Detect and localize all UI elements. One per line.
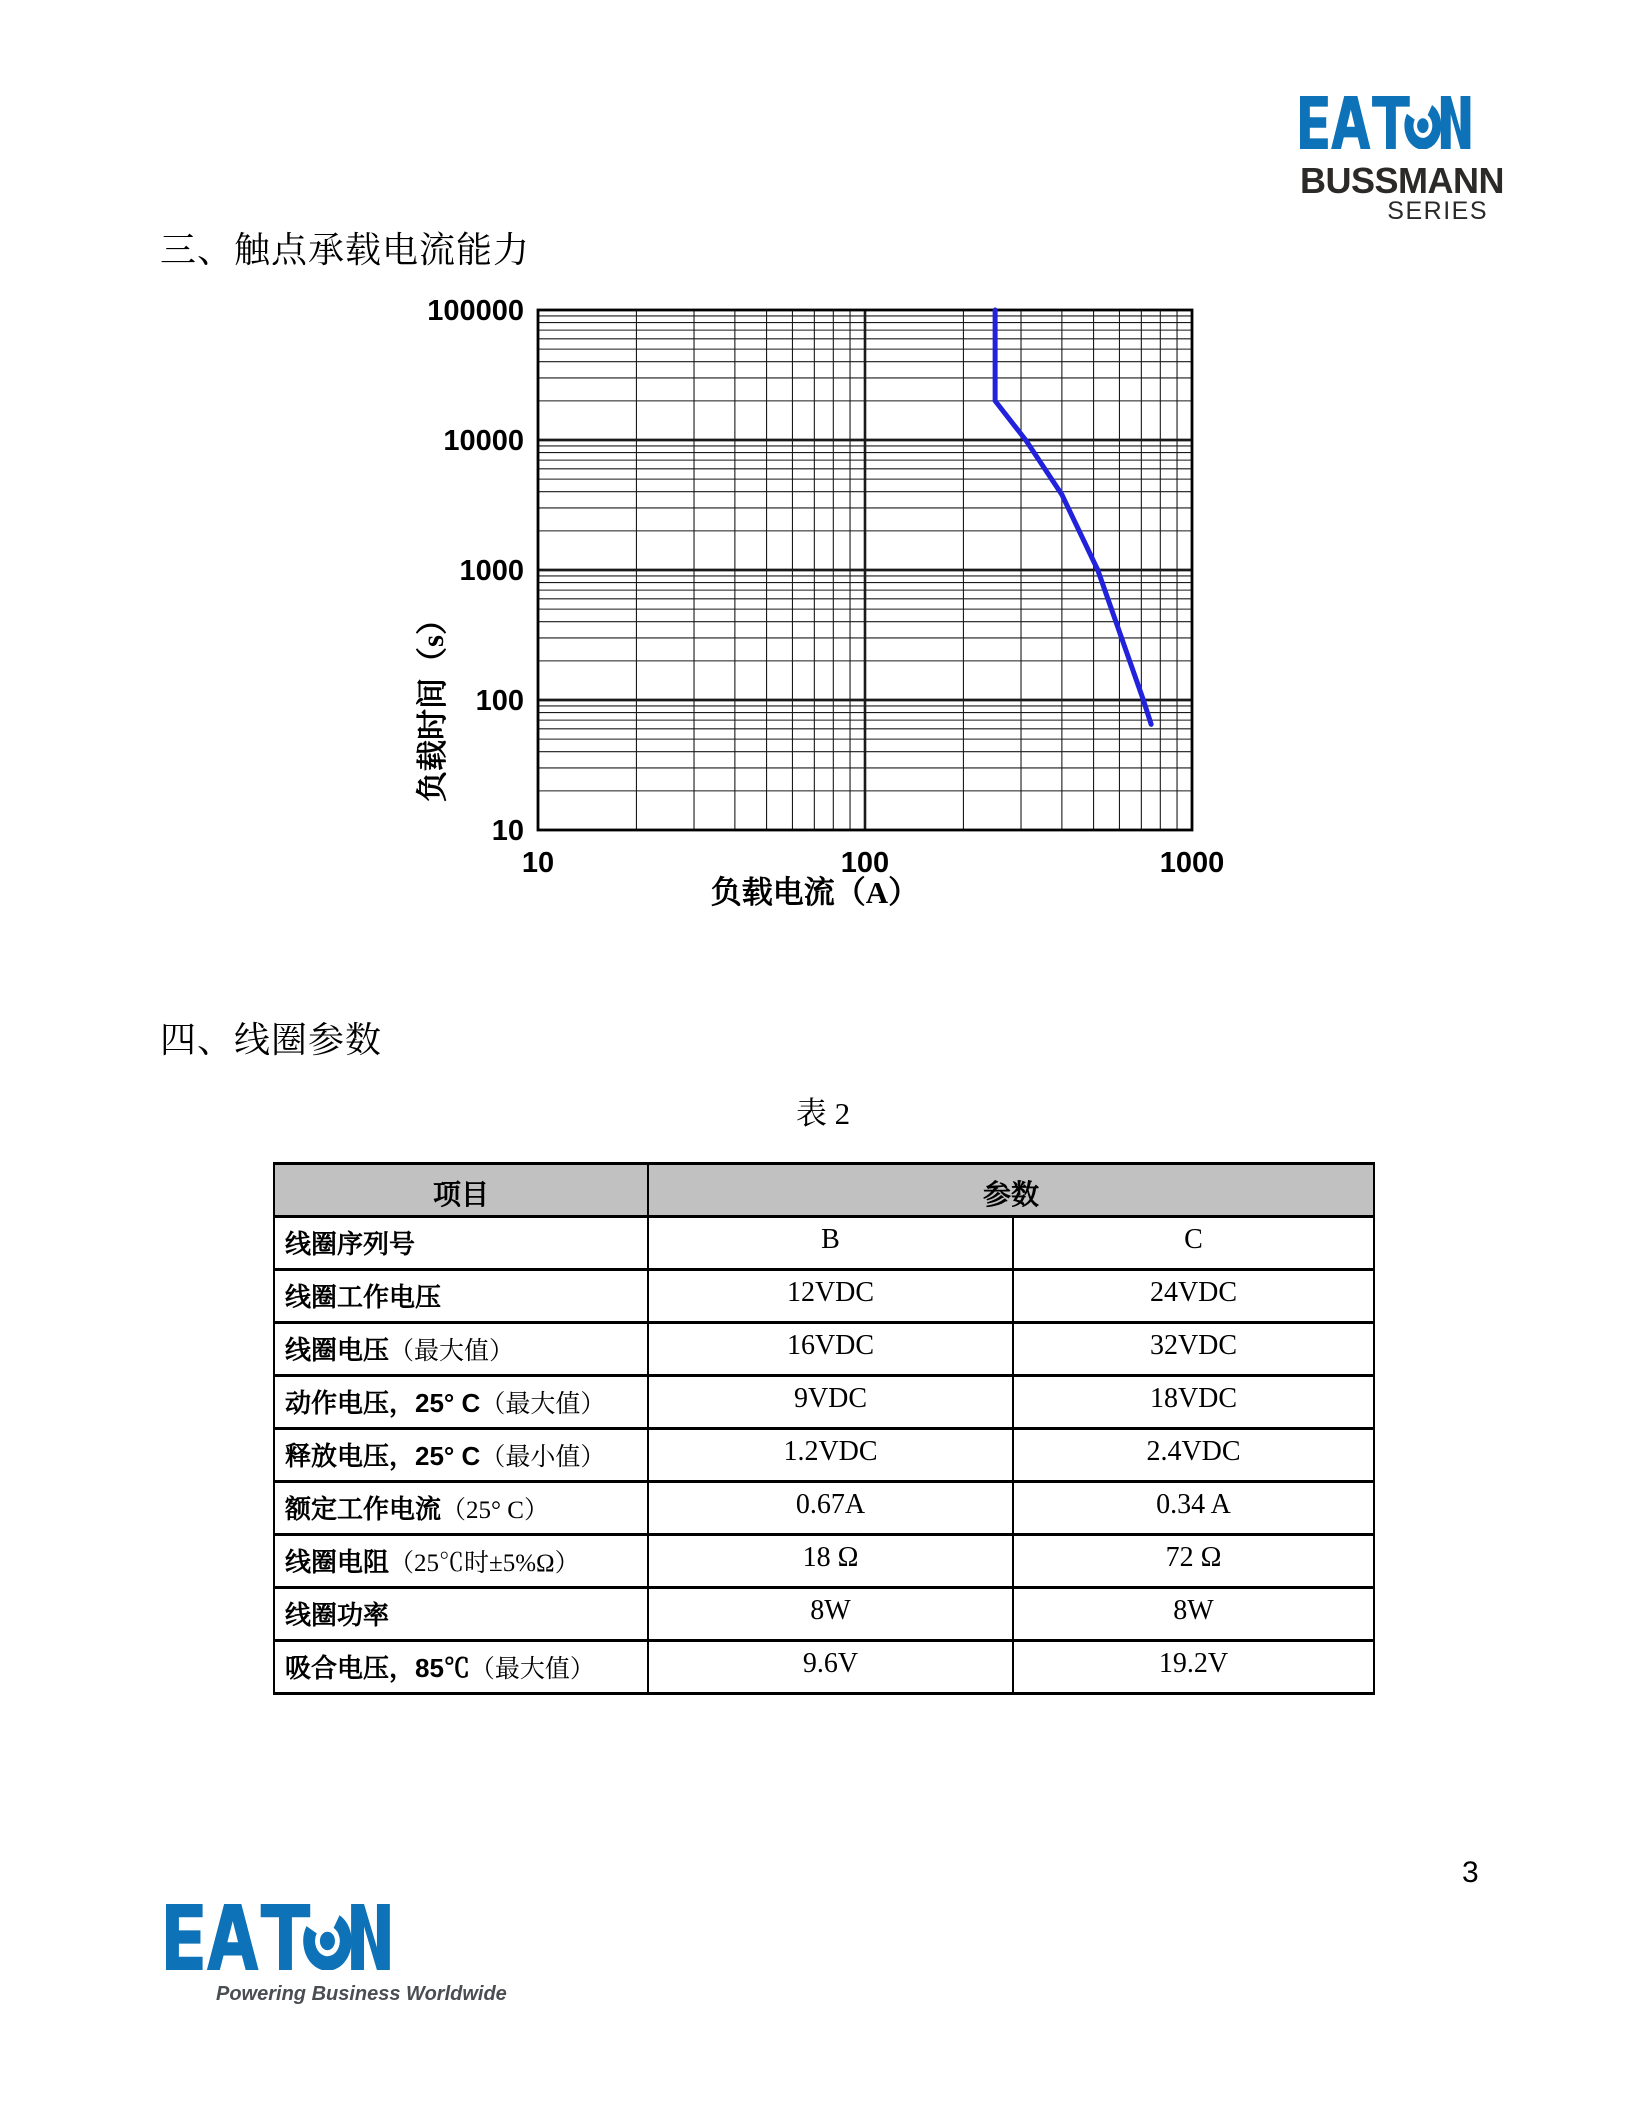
value-cell-b: 9VDC [648, 1376, 1013, 1429]
eaton-letter-n [1441, 96, 1470, 149]
value-cell-c: 0.34 A [1013, 1482, 1374, 1535]
y-axis-title: 负载时间（s） [415, 603, 450, 803]
value-cell-b: 18 Ω [648, 1535, 1013, 1588]
header-brand-block [1300, 96, 1504, 224]
value-cell-b: 8W [648, 1588, 1013, 1641]
eaton-logo-icon [166, 1904, 392, 1970]
load-current-chart [360, 270, 1260, 930]
table-row [274, 1641, 1374, 1694]
value-cell-c: 19.2V [1013, 1641, 1374, 1694]
bussmann-wordmark: BUSSMANN [1300, 160, 1505, 201]
eaton-letter-a [207, 1904, 259, 1970]
series-wordmark: SERIES [1387, 197, 1488, 225]
eaton-letter-t [1372, 96, 1410, 149]
value-cell-c: 18VDC [1013, 1376, 1374, 1429]
x-tick-label: 1000 [1159, 847, 1225, 879]
table-row [274, 1376, 1374, 1429]
row-label-cell: 线圈功率 [274, 1588, 648, 1641]
value-cell-c: C [1013, 1217, 1374, 1270]
eaton-letter-o-dot [320, 1932, 335, 1950]
row-label-cell: 释放电压，25° C（最小值） [274, 1429, 648, 1482]
value-cell-c: 72 Ω [1013, 1535, 1374, 1588]
page-number: 3 [1462, 1856, 1479, 1889]
table-row [274, 1482, 1374, 1535]
table-header-row [274, 1164, 1374, 1217]
eaton-letter-e [1300, 96, 1328, 149]
table-row [274, 1323, 1374, 1376]
eaton-letter-e [166, 1904, 203, 1970]
value-cell-b: 0.67A [648, 1482, 1013, 1535]
eaton-letter-t [261, 1904, 311, 1970]
value-cell-b: 9.6V [648, 1641, 1013, 1694]
coil-parameter-table [273, 1162, 1375, 1695]
footer-tagline: Powering Business Worldwide [216, 1983, 507, 2005]
row-label-cell: 吸合电压，85℃（最大值） [274, 1641, 648, 1694]
x-axis-title: 负载电流（A） [710, 875, 920, 910]
row-label-cell: 线圈电压（最大值） [274, 1323, 648, 1376]
y-tick-label: 1000 [459, 555, 524, 587]
eaton-letter-a [1331, 96, 1370, 149]
value-cell-c: 2.4VDC [1013, 1429, 1374, 1482]
table-row [274, 1217, 1374, 1270]
section3-heading: 三、触点承载电流能力 [160, 230, 531, 270]
y-tick-label: 10 [491, 815, 524, 847]
y-tick-label: 10000 [443, 425, 524, 457]
row-label-cell: 线圈工作电压 [274, 1270, 648, 1323]
table-row [274, 1535, 1374, 1588]
value-cell-b: 1.2VDC [648, 1429, 1013, 1482]
eaton-letter-n [351, 1904, 390, 1970]
value-cell-c: 8W [1013, 1588, 1374, 1641]
table-caption: 表 2 [795, 1096, 851, 1131]
value-cell-c: 24VDC [1013, 1270, 1374, 1323]
x-tick-label: 10 [521, 847, 555, 879]
y-tick-label: 100000 [427, 295, 524, 327]
data-curve [995, 310, 1151, 724]
table-row [274, 1588, 1374, 1641]
value-cell-b: 12VDC [648, 1270, 1013, 1323]
row-label-cell: 线圈序列号 [274, 1217, 648, 1270]
footer-brand-block [166, 1904, 507, 2006]
value-cell-b: 16VDC [648, 1323, 1013, 1376]
header-cell-item: 项目 [274, 1164, 648, 1217]
table-row [274, 1270, 1374, 1323]
header-cell-param: 参数 [648, 1164, 1374, 1217]
row-label-cell: 额定工作电流（25° C） [274, 1482, 648, 1535]
row-label-cell: 动作电压，25° C（最大值） [274, 1376, 648, 1429]
value-cell-b: B [648, 1217, 1013, 1270]
section4-heading: 四、线圈参数 [160, 1020, 383, 1060]
table-row [274, 1429, 1374, 1482]
eaton-logo-icon [1300, 96, 1472, 149]
row-label-cell: 线圈电阻（25℃时±5%Ω） [274, 1535, 648, 1588]
value-cell-c: 32VDC [1013, 1323, 1374, 1376]
x-tick-label: 100 [840, 847, 890, 879]
y-tick-label: 100 [475, 685, 524, 717]
eaton-letter-o-dot [1417, 118, 1428, 133]
